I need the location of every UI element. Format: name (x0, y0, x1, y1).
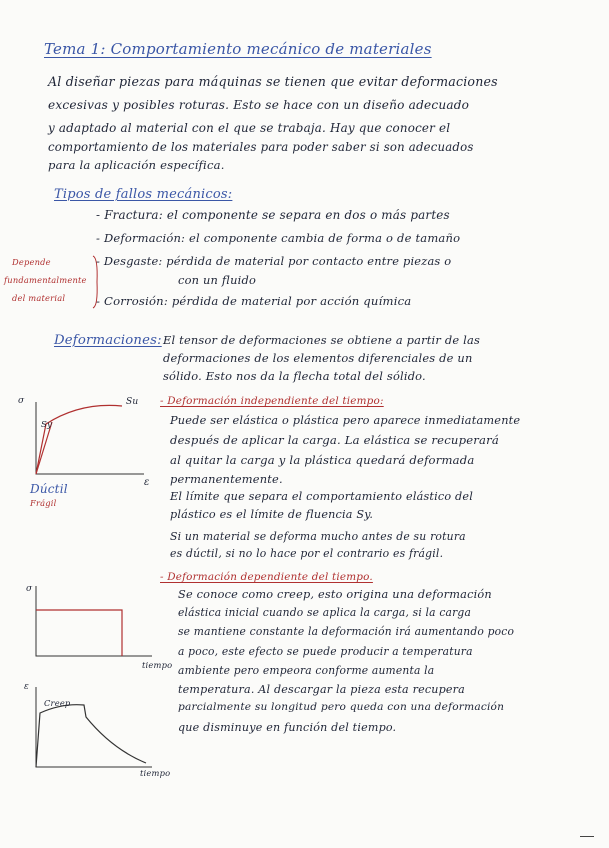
graph2-x-label: tiempo (142, 660, 173, 670)
indep-line: al quitar la carga y la plástica quedará deformada (170, 453, 475, 467)
constant-load-line (36, 610, 122, 656)
dep-heading: - Deformación dependiente del tiempo. (160, 571, 373, 583)
dep-line: a poco, este efecto se puede producir a temperatura (178, 645, 473, 658)
dep-line: elástica inicial cuando se aplica la carga, si la carga (178, 606, 472, 619)
indep-line: Puede ser elástica o plástica pero aparece inmediatamente (170, 414, 521, 427)
indep-heading: - Deformación independiente del tiempo: (160, 395, 384, 407)
graph1-x-label: ε (144, 477, 150, 488)
intro-line: comportamiento de los materiales para poder saber si son adecuados (48, 140, 474, 154)
graph1-sy-label: Sy (41, 420, 53, 430)
graph3-x-label: tiempo (140, 768, 171, 778)
graph1-y-label: σ (18, 396, 25, 406)
graph3-y-label: ε (24, 682, 30, 692)
side-note-bracket (91, 254, 101, 310)
graph1-su-label: Su (126, 397, 139, 407)
side-note: fundamentalmente (4, 275, 87, 285)
fallo-item: - Deformación: el componente cambia de forma o de tamaño (96, 231, 461, 245)
deformaciones-line: deformaciones de los elementos diferenciales de un (163, 351, 473, 365)
dep-line: parcialmente su longitud pero queda con una deformación (178, 701, 505, 713)
intro-line: para la aplicación específica. (48, 158, 225, 172)
graph-stress-strain (20, 396, 160, 486)
side-note: Depende (12, 257, 51, 267)
graph2-axes (36, 586, 152, 656)
deformaciones-line: El tensor de deformaciones se obtiene a partir de las (163, 333, 480, 347)
indep-line: El límite que separa el comportamiento elástico del (170, 490, 474, 503)
graph1-fragil-label: Frágil (30, 498, 57, 508)
intro-line: y adaptado al material con el que se trabaja. Hay que conocer el (48, 121, 451, 135)
fallos-heading: Tipos de fallos mecánicos: (54, 187, 233, 202)
creep-curve (36, 705, 146, 767)
graph1-axes (36, 402, 144, 474)
graph-strain-time (26, 683, 156, 773)
ductile-curve (36, 405, 122, 474)
fallo-item: con un fluido (178, 273, 257, 287)
indep-line: después de aplicar la carga. La elástica se recuperará (170, 433, 499, 447)
page-title: Tema 1: Comportamiento mecánico de materiales (44, 40, 432, 58)
dep-line: se mantiene constante la deformación irá aumentando poco (178, 625, 515, 638)
indep-line: es dúctil, si no lo hace por el contrario es frágil. (170, 547, 444, 560)
page-mark (580, 836, 594, 837)
deformaciones-line: sólido. Esto nos da la flecha total del sólido. (163, 369, 426, 383)
dep-line: Se conoce como creep, esto origina una deformación (178, 588, 492, 601)
fallo-item: - Desgaste: pérdida de material por contacto entre piezas o (96, 254, 452, 268)
indep-line: permanentemente. (170, 472, 283, 486)
intro-line: Al diseñar piezas para máquinas se tienen que evitar deformaciones (48, 74, 498, 89)
dep-line: ambiente pero empeora conforme aumenta la (178, 664, 435, 677)
indep-line: plástico es el límite de fluencia Sy. (170, 508, 374, 521)
graph3-curve-label: Creep (44, 698, 71, 708)
intro-line: excesivas y posibles roturas. Esto se hace con un diseño adecuado (48, 98, 470, 112)
graph1-ductil-label: Dúctil (30, 482, 68, 496)
dep-line: temperatura. Al descargar la pieza esta recupera (178, 683, 465, 696)
dep-line: que disminuye en función del tiempo. (178, 721, 397, 734)
graph-stress-time (26, 582, 156, 662)
graph2-y-label: σ (26, 584, 33, 594)
fallo-item: - Corrosión: pérdida de material por acción química (96, 294, 412, 308)
deformaciones-heading: Deformaciones: (54, 333, 162, 348)
side-note: del material (12, 293, 66, 303)
fallo-item: - Fractura: el componente se separa en dos o más partes (96, 208, 450, 222)
indep-line: Si un material se deforma mucho antes de su rotura (170, 530, 466, 543)
